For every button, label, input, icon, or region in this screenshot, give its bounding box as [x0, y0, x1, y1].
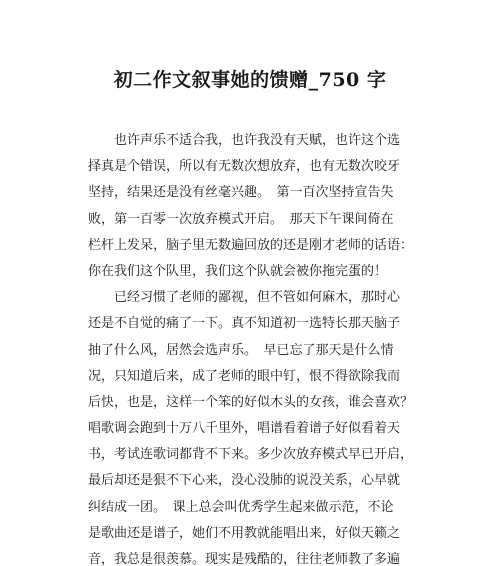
text-line: 也许声乐不适合我，也许我没有天赋，也许这个选	[88, 133, 401, 148]
text-line: 况，只知道后来，成了老师的眼中钉，恨不得欲除我而	[88, 368, 401, 384]
text-line: 还是不自觉的痛了一下。真不知道初一选特长那天脑子	[88, 316, 401, 332]
document-body	[88, 128, 420, 566]
text-line: 抽了什么风，居然会选声乐。 早已忘了那天是什么情	[88, 342, 394, 358]
text-line: 择真是个错误，所以有无数次想放弃，也有无数次咬牙	[88, 159, 401, 175]
document-title: 初二作文叙事她的馈赠_750 字	[113, 69, 387, 91]
text-line: 唱歌调会跑到十万八千里外，唱谱看着谱子好似看着天	[88, 421, 401, 437]
text-line: 败，第一百零一次放弃模式开启。 那天下午课间倚在	[88, 211, 394, 227]
text-line: 音，我总是很羡慕。现实是残酷的，往往老师教了多遍	[88, 552, 401, 566]
text-line: 栏杆上发呆，脑子里无数遍回放的还是刚才老师的话语：	[88, 237, 414, 253]
text-line: 坚持，结果还是没有丝毫兴趣。 第一百次坚持宣告失	[88, 185, 394, 201]
text-line: 你在我们这个队里，我们这个队就会被你拖完蛋的！	[88, 263, 388, 279]
text-line: 已经习惯了老师的鄙视，但不管如何麻木，那时心	[88, 290, 401, 306]
text-line: 是歌曲还是谱子，她们不用教就能唱出来，好似天籁之	[88, 525, 401, 541]
text-line: 最后却还是狠不下心来，没心没肺的说没关系，心早就	[88, 473, 401, 489]
text-line: 纠结成一团。 课上总会叫优秀学生起来做示范，不论	[88, 499, 394, 515]
text-line: 书，考试连歌词都背不下来。多少次放弃模式早已开启，	[88, 447, 414, 463]
text-line: 后快，也是，这样一个笨的好似木头的女孩，谁会喜欢？	[88, 394, 414, 410]
